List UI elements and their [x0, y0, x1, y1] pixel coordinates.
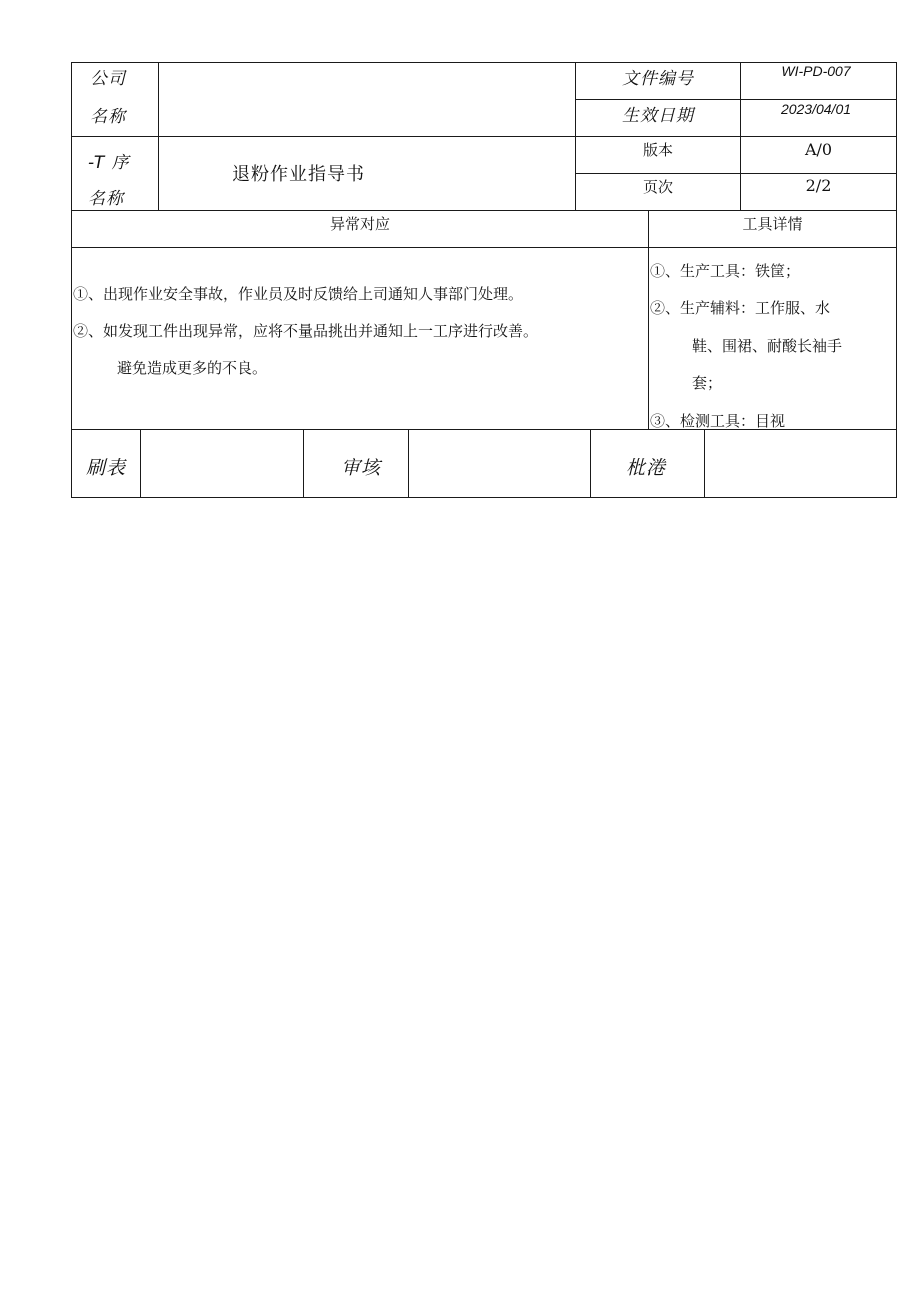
doc-no-label: 文件编号 [622, 69, 694, 89]
table-divider [704, 429, 705, 498]
table-divider [575, 99, 897, 100]
tool-item-3: ③、检测工具：目视 [650, 412, 786, 429]
review-label: 审垓 [341, 457, 382, 479]
exception-item-1: ①、出现作业安全事故，作业员及时反馈给上司通知人事部门处理。 [73, 285, 524, 303]
table-divider [71, 136, 897, 137]
exceptions-title: 异常对应 [329, 215, 390, 233]
version-label: 版本 [642, 141, 673, 159]
table-divider [158, 62, 159, 211]
table-border-bottom [71, 497, 897, 498]
process-label-line1: -T 序 [88, 153, 130, 173]
table-divider [303, 429, 304, 498]
doc-no-value: WI-PD-007 [781, 63, 851, 79]
exception-item-2-continued: 避免造成更多的不良。 [117, 359, 268, 377]
tool-item-2-line3: 套； [692, 374, 723, 392]
prepared-label: 刷表 [86, 457, 127, 479]
effective-date-value: 2023/04/01 [780, 101, 852, 117]
table-divider [71, 429, 897, 430]
table-border-left [71, 62, 72, 498]
effective-date-label: 生效日期 [622, 106, 694, 126]
table-divider [408, 429, 409, 498]
tools-list [648, 248, 896, 429]
approve-label: 枇淃 [626, 457, 667, 479]
exception-item-2: ②、如发现工件出现异常，应将不量品挑出并通知上一工序进行改善。 [73, 322, 539, 340]
process-label-line2: 名称 [88, 189, 124, 209]
table-border-right [896, 62, 897, 498]
page-value: 2/2 [805, 176, 832, 195]
version-value: A/0 [804, 140, 833, 159]
table-divider [140, 429, 141, 498]
company-label-line1: 公司 [90, 69, 126, 89]
process-value: 退粉作业指导书 [232, 164, 365, 185]
page-label: 页次 [642, 178, 673, 196]
tools-title: 工具详情 [742, 215, 803, 233]
table-divider [590, 429, 591, 498]
tool-item-2-line2: 鞋、围裙、耐酸长袖手 [692, 337, 843, 355]
tool-item-2: ②、生产辅料：工作服、水 [650, 299, 831, 317]
company-label-line2: 名称 [90, 107, 126, 127]
table-divider [71, 210, 897, 211]
tool-item-1: ①、生产工具：铁筐； [650, 262, 801, 280]
table-divider [575, 173, 897, 174]
